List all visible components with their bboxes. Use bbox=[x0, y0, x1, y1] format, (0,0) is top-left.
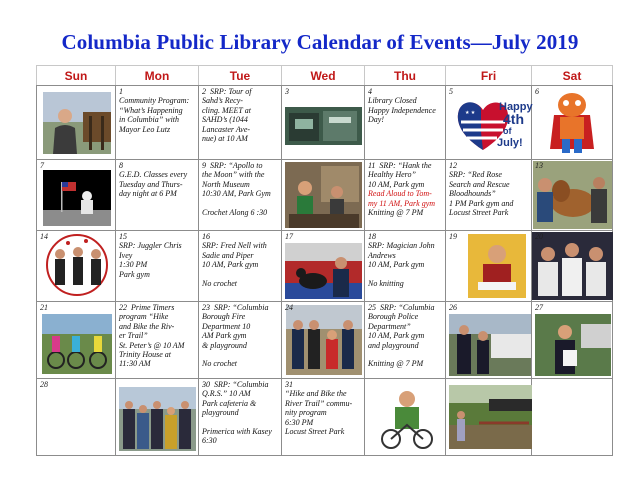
day-cell bbox=[365, 379, 446, 456]
weekday-wed: Wed bbox=[282, 66, 365, 86]
bloodhound-photo bbox=[533, 161, 612, 229]
event-line: No knitting bbox=[368, 279, 404, 289]
day-number: 24 bbox=[285, 303, 293, 312]
event-line: Bloodhounds” bbox=[449, 189, 496, 199]
day-cell bbox=[532, 231, 613, 302]
day-cell bbox=[365, 160, 446, 231]
day-number: 30 bbox=[202, 380, 210, 389]
event-line: Department 10 bbox=[202, 321, 251, 331]
event-text bbox=[119, 232, 196, 279]
event-text bbox=[202, 232, 279, 288]
graphic-text-happy: Happy bbox=[499, 101, 533, 113]
event-text bbox=[285, 380, 362, 436]
day-cell bbox=[446, 379, 532, 456]
day-number: 7 bbox=[40, 161, 44, 170]
day-cell bbox=[446, 302, 532, 379]
recycling-photo bbox=[285, 107, 362, 145]
event-line: 10 AM, Park gym bbox=[368, 260, 425, 270]
event-text bbox=[368, 303, 443, 369]
day-cell bbox=[532, 302, 613, 379]
event-line: Knitting @ 7 PM bbox=[368, 359, 424, 369]
day-number: 23 bbox=[202, 303, 210, 312]
event-line: “Hike and Bike the bbox=[285, 389, 347, 399]
week-row bbox=[37, 302, 613, 379]
day-cell bbox=[532, 160, 613, 231]
event-line: 1 PM Park gym and bbox=[449, 198, 514, 208]
event-line: Park cafeteria & bbox=[202, 398, 257, 408]
day-cell bbox=[282, 231, 365, 302]
event-text bbox=[202, 303, 279, 369]
event-line: Tuesday and Thurs- bbox=[119, 179, 183, 189]
event-line: Q.R.S.” 10 AM bbox=[202, 389, 251, 399]
day-cell bbox=[199, 379, 282, 456]
event-line: Knitting @ 7 PM bbox=[368, 208, 424, 218]
officer-reading-photo bbox=[535, 314, 611, 376]
event-line: SRP: “Hank the bbox=[379, 161, 432, 170]
day-cell bbox=[532, 379, 613, 456]
event-text bbox=[368, 232, 443, 288]
day-number: 8 bbox=[119, 161, 123, 170]
day-cell bbox=[365, 86, 446, 160]
event-text bbox=[202, 87, 279, 143]
event-text bbox=[368, 87, 443, 125]
mayor-photo bbox=[43, 92, 111, 154]
event-line: SRP: “Apollo to bbox=[210, 161, 263, 170]
day-number: 22 bbox=[119, 303, 127, 312]
day-cell bbox=[532, 86, 613, 160]
day-cell bbox=[446, 231, 532, 302]
event-line: the Moon” with the bbox=[202, 170, 265, 180]
day-number: 15 bbox=[119, 232, 127, 241]
weekday-mon: Mon bbox=[116, 66, 199, 86]
weekday-fri: Fri bbox=[446, 66, 532, 86]
event-line: River Trail” commu- bbox=[285, 398, 353, 408]
event-line: playground bbox=[202, 408, 239, 418]
event-line: Sadie and Piper bbox=[202, 250, 254, 260]
moon-landing-photo bbox=[43, 170, 111, 226]
event-line: in Columbia” with bbox=[119, 115, 180, 125]
day-cell bbox=[37, 231, 116, 302]
day-number: 18 bbox=[368, 232, 376, 241]
svg-text:★ ★: ★ ★ bbox=[465, 111, 476, 116]
event-text bbox=[449, 161, 529, 217]
day-number: 20 bbox=[535, 232, 543, 241]
weekday-sun: Sun bbox=[37, 66, 116, 86]
event-line: “What’s Happening bbox=[119, 105, 183, 115]
day-cell bbox=[199, 160, 282, 231]
day-cell bbox=[199, 231, 282, 302]
day-cell bbox=[446, 86, 532, 160]
week-row bbox=[37, 160, 613, 231]
graphic-text-of: of bbox=[503, 126, 512, 136]
day-cell bbox=[116, 231, 199, 302]
day-number: 13 bbox=[535, 161, 543, 170]
event-line: day night at 6 PM bbox=[119, 189, 177, 199]
day-number: 12 bbox=[449, 161, 457, 170]
day-number: 17 bbox=[285, 232, 293, 241]
day-number: 1 bbox=[119, 87, 123, 96]
event-line: Community Program: bbox=[119, 96, 190, 106]
event-line: er Trail” bbox=[119, 331, 148, 341]
calendar-title: Columbia Public Library Calendar of Events—July 2019 bbox=[61, 30, 579, 54]
event-line: and playground bbox=[368, 340, 419, 350]
event-line: Borough Police bbox=[368, 312, 419, 322]
event-line: No crochet bbox=[202, 279, 238, 289]
day-number: 2 bbox=[202, 87, 206, 96]
day-cell bbox=[199, 86, 282, 160]
day-cell bbox=[37, 379, 116, 456]
event-line: 10 AM, Park gym bbox=[202, 260, 259, 270]
firefighters-photo bbox=[286, 305, 362, 375]
event-line bbox=[368, 270, 443, 279]
event-line: SRP: “Columbia bbox=[214, 303, 269, 312]
event-line bbox=[202, 270, 279, 279]
event-line: Prime Timers bbox=[131, 303, 175, 312]
weekday-header-row bbox=[37, 66, 613, 86]
event-text bbox=[119, 161, 196, 199]
event-text bbox=[202, 161, 279, 217]
event-line: 6:30 PM bbox=[285, 417, 314, 427]
weekday-sat: Sat bbox=[532, 66, 613, 86]
event-line-highlight: Read Aloud to Tom- bbox=[368, 189, 432, 199]
event-line: SRP: Juggler Chris bbox=[119, 241, 182, 251]
event-line: Locust Street Park bbox=[285, 427, 345, 437]
day-number: 21 bbox=[40, 303, 48, 312]
magician-photo bbox=[468, 234, 526, 298]
river-trail-photo bbox=[449, 385, 532, 449]
event-line: G.E.D. Classes every bbox=[119, 170, 188, 180]
event-text bbox=[368, 161, 443, 217]
event-line: Mayor Leo Lutz bbox=[119, 124, 171, 134]
day-number: 28 bbox=[40, 380, 48, 389]
event-line: Sahd’s Recy- bbox=[202, 96, 243, 106]
hero-puppet-photo bbox=[550, 89, 594, 157]
week-row bbox=[37, 379, 613, 456]
event-line: Andrews bbox=[368, 250, 396, 260]
event-line: Happy Independence bbox=[368, 105, 436, 115]
event-line: St. Peter’s @ 10 AM bbox=[119, 340, 185, 350]
event-line: 10 AM, Park gym bbox=[368, 179, 425, 189]
happy-4th-of-july-graphic bbox=[453, 92, 533, 154]
day-number: 19 bbox=[449, 232, 457, 241]
event-line bbox=[202, 199, 279, 208]
day-cell bbox=[37, 86, 116, 160]
graphic-text-4th: 4th bbox=[503, 111, 524, 127]
calendar-grid bbox=[36, 65, 613, 456]
police-officers-photo bbox=[449, 314, 531, 376]
weekday-tue: Tue bbox=[199, 66, 282, 86]
event-line-highlight: my 11 AM, Park gym bbox=[368, 198, 436, 208]
event-line bbox=[368, 350, 443, 359]
day-number: 31 bbox=[285, 380, 293, 389]
day-cell bbox=[37, 160, 116, 231]
event-line bbox=[202, 350, 279, 359]
event-line: & playground bbox=[202, 340, 247, 350]
day-number: 11 bbox=[368, 161, 376, 170]
event-line: Crochet Along 6 :30 bbox=[202, 208, 268, 218]
day-number: 27 bbox=[535, 303, 543, 312]
event-line: Lancaster Ave- bbox=[202, 124, 251, 134]
event-line: SRP: Magician John bbox=[368, 241, 435, 251]
event-line: Search and Rescue bbox=[449, 179, 510, 189]
day-cell bbox=[365, 302, 446, 379]
day-number: 4 bbox=[368, 87, 372, 96]
event-line: Locust Street Park bbox=[449, 208, 509, 218]
event-line: Borough Fire bbox=[202, 312, 246, 322]
cyclist-photo bbox=[377, 385, 435, 451]
day-cell bbox=[282, 379, 365, 456]
bike-group-photo bbox=[42, 314, 112, 374]
day-number: 25 bbox=[368, 303, 376, 312]
event-line: nity program bbox=[285, 408, 327, 418]
week-row bbox=[37, 86, 613, 160]
event-text bbox=[119, 87, 196, 134]
event-line: nue) at 10 AM bbox=[202, 134, 248, 144]
event-line: SAHD’s (1044 bbox=[202, 115, 248, 125]
day-number: 3 bbox=[285, 87, 289, 96]
day-cell bbox=[282, 160, 365, 231]
event-line: SRP: Tour of bbox=[210, 87, 252, 96]
event-line: Department” bbox=[368, 321, 411, 331]
day-cell bbox=[116, 379, 199, 456]
day-cell bbox=[282, 86, 365, 160]
event-line: SRP: “Red Rose bbox=[449, 170, 502, 180]
event-line: Trinity House at bbox=[119, 350, 172, 360]
day-number: 6 bbox=[535, 87, 539, 96]
event-line bbox=[202, 418, 279, 427]
day-cell bbox=[116, 86, 199, 160]
event-line: SRP: “Columbia bbox=[214, 380, 269, 389]
day-cell bbox=[199, 302, 282, 379]
event-line: AM Park gym bbox=[202, 331, 247, 341]
event-line: SRP: “Columbia bbox=[380, 303, 435, 312]
event-line: Library Closed bbox=[368, 96, 417, 106]
astronauts-photo bbox=[532, 232, 613, 300]
week-row bbox=[37, 231, 613, 302]
day-number: 26 bbox=[449, 303, 457, 312]
day-cell bbox=[116, 160, 199, 231]
event-line: and Bike the Riv- bbox=[119, 321, 175, 331]
day-cell bbox=[446, 160, 532, 231]
event-line: SRP: Fred Nell with bbox=[202, 241, 267, 251]
event-line: No crochet bbox=[202, 359, 238, 369]
museum-presenter-photo bbox=[285, 162, 362, 228]
weekday-thu: Thu bbox=[365, 66, 446, 86]
event-text bbox=[119, 303, 196, 369]
event-text bbox=[202, 380, 279, 446]
event-line: Ivey bbox=[119, 250, 133, 260]
qrs-team-photo bbox=[119, 387, 196, 451]
event-line: Healthy Hero” bbox=[368, 170, 416, 180]
event-line: North Museum bbox=[202, 179, 250, 189]
event-line: 1:30 PM bbox=[119, 260, 148, 270]
event-line: Primerica with Kasey bbox=[202, 427, 272, 437]
event-line: 10 AM, Park gym bbox=[368, 331, 425, 341]
day-number: 14 bbox=[40, 232, 48, 241]
day-cell bbox=[282, 302, 365, 379]
event-line: Day! bbox=[368, 115, 384, 125]
day-cell bbox=[365, 231, 446, 302]
graphic-text-july: July! bbox=[497, 137, 523, 149]
event-line: program “Hike bbox=[119, 312, 169, 322]
day-number: 16 bbox=[202, 232, 210, 241]
day-number: 9 bbox=[202, 161, 206, 170]
juggler-photo bbox=[41, 233, 113, 297]
day-cell bbox=[116, 302, 199, 379]
day-cell bbox=[37, 302, 116, 379]
event-line: 11:30 AM bbox=[119, 359, 151, 369]
event-line: cling. MEET at bbox=[202, 105, 251, 115]
event-line: 6:30 bbox=[202, 436, 217, 446]
event-line: Park gym bbox=[119, 269, 150, 279]
day-number: 5 bbox=[449, 87, 453, 96]
police-dog-photo bbox=[285, 243, 362, 299]
event-line: 10:30 AM, Park Gym bbox=[202, 189, 271, 199]
